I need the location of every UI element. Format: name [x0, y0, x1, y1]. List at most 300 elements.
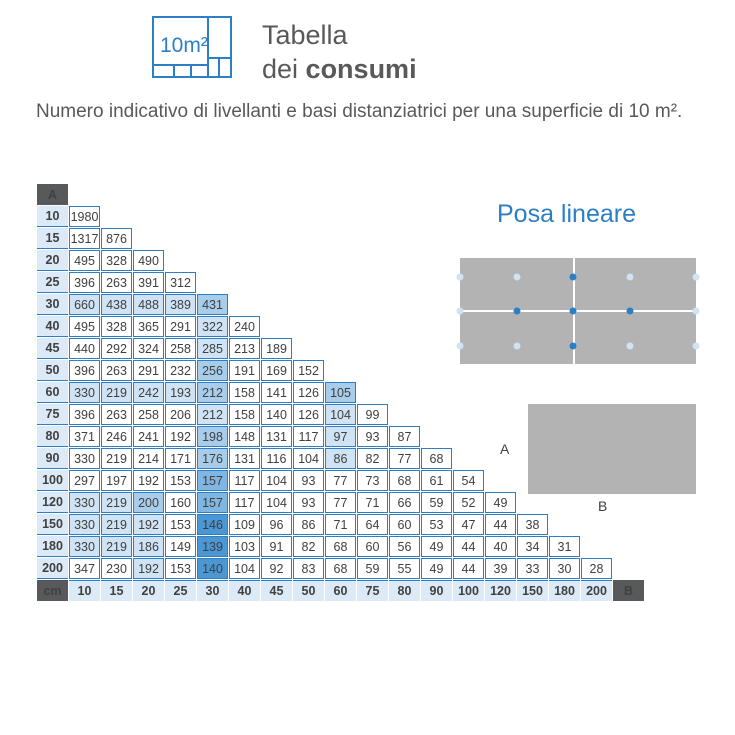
- spacer-cell: [165, 228, 196, 249]
- title-emphasis: consumi: [305, 54, 417, 84]
- table-cell: 77: [325, 470, 356, 491]
- row-header: 180: [37, 536, 68, 557]
- table-cell: 66: [389, 492, 420, 513]
- table-cell: 158: [229, 382, 260, 403]
- table-cell: 99: [357, 404, 388, 425]
- table-cell: 68: [421, 448, 452, 469]
- table-cell: 56: [389, 536, 420, 557]
- row-header: 80: [37, 426, 68, 447]
- table-cell: 186: [133, 536, 164, 557]
- table-cell: 60: [357, 536, 388, 557]
- table-cell: 330: [69, 382, 100, 403]
- table-cell: 103: [229, 536, 260, 557]
- table-cell: 126: [293, 382, 324, 403]
- table-cell: 328: [101, 250, 132, 271]
- linear-layout-diagram: [460, 258, 696, 364]
- table-cell: 330: [69, 448, 100, 469]
- spacer-cell: [261, 272, 292, 293]
- table-cell: 438: [101, 294, 132, 315]
- table-cell: 490: [133, 250, 164, 271]
- spacer-cell: [229, 206, 260, 227]
- spacer-cell: [517, 492, 548, 513]
- spacer-cell: [69, 184, 100, 205]
- spacer-cell: [197, 272, 228, 293]
- table-cell: 131: [229, 448, 260, 469]
- table-cell: 153: [165, 470, 196, 491]
- table-cell: 97: [325, 426, 356, 447]
- table-cell: 1980: [69, 206, 100, 227]
- table-cell: 49: [485, 492, 516, 513]
- table-cell: 198: [197, 426, 228, 447]
- table-cell: 219: [101, 448, 132, 469]
- intro-text: Numero indicativo di livellanti e basi distanziatrici per una superficie di 10 m².: [36, 101, 683, 122]
- spacer-cell: [165, 184, 196, 205]
- spacer-cell: [517, 228, 548, 249]
- table-cell: 131: [261, 426, 292, 447]
- table-cell: 291: [133, 360, 164, 381]
- column-header: 150: [517, 580, 548, 601]
- table-cell: 59: [421, 492, 452, 513]
- spacer-cell: [453, 448, 484, 469]
- table-cell: 82: [293, 536, 324, 557]
- spacer-cell: [421, 338, 452, 359]
- table-cell: 105: [325, 382, 356, 403]
- spacer-cell: [229, 250, 260, 271]
- spacer-cell: [389, 338, 420, 359]
- column-header: 200: [581, 580, 612, 601]
- spacer-cell: [293, 272, 324, 293]
- spacer-cell: [581, 536, 612, 557]
- spacer-cell: [485, 382, 516, 403]
- table-cell: 488: [133, 294, 164, 315]
- spacer-cell: [485, 404, 516, 425]
- table-cell: 96: [261, 514, 292, 535]
- table-cell: 660: [69, 294, 100, 315]
- table-cell: 322: [197, 316, 228, 337]
- table-cell: 117: [229, 470, 260, 491]
- table-cell: 876: [101, 228, 132, 249]
- table-cell: 53: [421, 514, 452, 535]
- table-cell: 176: [197, 448, 228, 469]
- row-header: 20: [37, 250, 68, 271]
- table-cell: 330: [69, 514, 100, 535]
- row-header: 25: [37, 272, 68, 293]
- spacer-cell: [517, 382, 548, 403]
- title-block: [262, 14, 417, 86]
- unit-label: cm: [37, 580, 68, 601]
- spacer-cell: [421, 228, 452, 249]
- table-cell: 104: [261, 492, 292, 513]
- column-header: 50: [293, 580, 324, 601]
- spacer-cell: [357, 206, 388, 227]
- table-cell: 61: [421, 470, 452, 491]
- spacer-cell: [325, 360, 356, 381]
- table-cell: 219: [101, 514, 132, 535]
- table-cell: 87: [389, 426, 420, 447]
- spacer-cell: [453, 426, 484, 447]
- table-cell: 192: [133, 470, 164, 491]
- table-cell: 292: [101, 338, 132, 359]
- table-cell: 146: [197, 514, 228, 535]
- spacer-cell: [325, 338, 356, 359]
- table-cell: 109: [229, 514, 260, 535]
- spacer-cell: [549, 514, 580, 535]
- table-cell: 192: [133, 558, 164, 579]
- table-cell: 258: [133, 404, 164, 425]
- spacer-cell: [421, 426, 452, 447]
- table-cell: 285: [197, 338, 228, 359]
- table-cell: 213: [229, 338, 260, 359]
- table-cell: 192: [165, 426, 196, 447]
- spacer-cell: [165, 250, 196, 271]
- dimension-label-a: A: [500, 441, 510, 457]
- table-cell: 347: [69, 558, 100, 579]
- table-cell: 64: [357, 514, 388, 535]
- column-header: 60: [325, 580, 356, 601]
- table-cell: 330: [69, 492, 100, 513]
- table-cell: 206: [165, 404, 196, 425]
- row-header: 120: [37, 492, 68, 513]
- row-header: 100: [37, 470, 68, 491]
- spacer-cell: [485, 228, 516, 249]
- spacer-cell: [293, 206, 324, 227]
- table-cell: 104: [293, 448, 324, 469]
- table-cell: 330: [69, 536, 100, 557]
- table-cell: 117: [293, 426, 324, 447]
- table-cell: 39: [485, 558, 516, 579]
- table-cell: 104: [261, 470, 292, 491]
- spacer-cell: [229, 294, 260, 315]
- row-header: 200: [37, 558, 68, 579]
- table-cell: 86: [293, 514, 324, 535]
- row-header: 50: [37, 360, 68, 381]
- table-row: [37, 514, 644, 535]
- logo-label: 10m²: [160, 34, 208, 57]
- spacer-cell: [549, 382, 580, 403]
- table-row: [37, 228, 644, 249]
- row-header: 90: [37, 448, 68, 469]
- spacer-cell: [389, 382, 420, 403]
- table-cell: 31: [549, 536, 580, 557]
- spacer-cell: [357, 360, 388, 381]
- spacer-cell: [453, 206, 484, 227]
- spacer-cell: [325, 184, 356, 205]
- table-cell: 192: [133, 514, 164, 535]
- table-cell: 440: [69, 338, 100, 359]
- spacer-cell: [325, 250, 356, 271]
- spacer-cell: [325, 228, 356, 249]
- spacer-cell: [549, 492, 580, 513]
- spacer-cell: [581, 228, 612, 249]
- column-header: 15: [101, 580, 132, 601]
- table-cell: 93: [357, 426, 388, 447]
- column-header: 45: [261, 580, 292, 601]
- table-cell: 93: [293, 492, 324, 513]
- table-cell: 240: [229, 316, 260, 337]
- spacer-cell: [389, 272, 420, 293]
- table-cell: 171: [165, 448, 196, 469]
- table-cell: 263: [101, 404, 132, 425]
- row-header: 40: [37, 316, 68, 337]
- spacer-cell: [261, 206, 292, 227]
- table-cell: 91: [261, 536, 292, 557]
- spacer-cell: [197, 184, 228, 205]
- spacer-cell: [453, 404, 484, 425]
- spacer-cell: [421, 206, 452, 227]
- table-cell: 44: [453, 536, 484, 557]
- column-header: 10: [69, 580, 100, 601]
- page-header: [0, 0, 735, 86]
- spacer-cell: [421, 382, 452, 403]
- spacer-cell: [133, 184, 164, 205]
- table-cell: 139: [197, 536, 228, 557]
- table-row: [37, 558, 644, 579]
- table-cell: 242: [133, 382, 164, 403]
- table-cell: 241: [133, 426, 164, 447]
- table-cell: 157: [197, 492, 228, 513]
- spacer-cell: [293, 228, 324, 249]
- row-header: 150: [37, 514, 68, 535]
- column-header: 180: [549, 580, 580, 601]
- table-cell: 93: [293, 470, 324, 491]
- table-cell: 140: [197, 558, 228, 579]
- spacer-cell: [197, 250, 228, 271]
- spacer-cell: [357, 382, 388, 403]
- consumption-table: [36, 183, 645, 602]
- table-cell: 34: [517, 536, 548, 557]
- column-header: 90: [421, 580, 452, 601]
- consumption-table-wrap: [36, 183, 645, 602]
- spacer-cell: [421, 294, 452, 315]
- table-cell: 117: [229, 492, 260, 513]
- table-cell: 47: [453, 514, 484, 535]
- table-cell: 148: [229, 426, 260, 447]
- table-row: [37, 382, 644, 403]
- spacer-cell: [229, 228, 260, 249]
- table-row: [37, 492, 644, 513]
- spacer-cell: [421, 404, 452, 425]
- column-header: 40: [229, 580, 260, 601]
- table-cell: 38: [517, 514, 548, 535]
- table-cell: 49: [421, 558, 452, 579]
- page-subtitle-bold: [262, 52, 417, 86]
- table-cell: 152: [293, 360, 324, 381]
- table-cell: 212: [197, 382, 228, 403]
- table-cell: 33: [517, 558, 548, 579]
- row-header: 45: [37, 338, 68, 359]
- table-cell: 371: [69, 426, 100, 447]
- table-cell: 219: [101, 382, 132, 403]
- spacer-cell: [581, 382, 612, 403]
- table-cell: 30: [549, 558, 580, 579]
- spacer-cell: [325, 316, 356, 337]
- table-cell: 256: [197, 360, 228, 381]
- table-cell: 71: [325, 514, 356, 535]
- spacer-cell: [293, 184, 324, 205]
- table-row: [37, 536, 644, 557]
- spacer-cell: [389, 206, 420, 227]
- table-cell: 71: [357, 492, 388, 513]
- row-header: 10: [37, 206, 68, 227]
- table-cell: 68: [325, 536, 356, 557]
- spacer-cell: [581, 492, 612, 513]
- spacer-cell: [357, 338, 388, 359]
- table-cell: 54: [453, 470, 484, 491]
- table-cell: 149: [165, 536, 196, 557]
- spacer-cell: [453, 184, 484, 205]
- table-cell: 291: [165, 316, 196, 337]
- table-cell: 258: [165, 338, 196, 359]
- spacer-cell: [293, 294, 324, 315]
- table-cell: 200: [133, 492, 164, 513]
- table-cell: 160: [165, 492, 196, 513]
- title-prefix: dei: [262, 54, 306, 84]
- column-header: 30: [197, 580, 228, 601]
- row-header: 30: [37, 294, 68, 315]
- table-cell: 49: [421, 536, 452, 557]
- table-cell: 214: [133, 448, 164, 469]
- spacer-cell: [421, 316, 452, 337]
- table-cell: 365: [133, 316, 164, 337]
- spacer-cell: [357, 228, 388, 249]
- table-cell: 68: [325, 558, 356, 579]
- table-cell: 44: [485, 514, 516, 535]
- spacer-cell: [421, 184, 452, 205]
- table-cell: 116: [261, 448, 292, 469]
- spacer-cell: [357, 294, 388, 315]
- spacer-cell: [325, 272, 356, 293]
- table-cell: 44: [453, 558, 484, 579]
- spacer-cell: [325, 294, 356, 315]
- column-header: 20: [133, 580, 164, 601]
- spacer-cell: [389, 228, 420, 249]
- table-cell: 212: [197, 404, 228, 425]
- tile-grid-icon: [146, 14, 238, 80]
- spacer-cell: [229, 184, 260, 205]
- spacer-cell: [389, 184, 420, 205]
- table-cell: 77: [389, 448, 420, 469]
- table-cell: 104: [229, 558, 260, 579]
- table-cell: 263: [101, 272, 132, 293]
- table-cell: 59: [357, 558, 388, 579]
- corner-label-a: A: [37, 184, 68, 205]
- row-header: 75: [37, 404, 68, 425]
- spacer-cell: [421, 272, 452, 293]
- table-cell: 246: [101, 426, 132, 447]
- table-cell: 140: [261, 404, 292, 425]
- table-cell: 232: [165, 360, 196, 381]
- table-cell: 189: [261, 338, 292, 359]
- table-cell: 77: [325, 492, 356, 513]
- spacer-cell: [325, 206, 356, 227]
- spacer-cell: [101, 206, 132, 227]
- table-cell: 193: [165, 382, 196, 403]
- spacer-cell: [261, 294, 292, 315]
- table-cell: 396: [69, 360, 100, 381]
- table-cell: 230: [101, 558, 132, 579]
- table-cell: 153: [165, 514, 196, 535]
- spacer-cell: [197, 228, 228, 249]
- table-cell: 219: [101, 536, 132, 557]
- spacer-cell: [293, 338, 324, 359]
- table-cell: 141: [261, 382, 292, 403]
- table-cell: 158: [229, 404, 260, 425]
- table-cell: 391: [133, 272, 164, 293]
- table-cell: 396: [69, 272, 100, 293]
- column-header: 80: [389, 580, 420, 601]
- table-cell: 324: [133, 338, 164, 359]
- table-cell: 263: [101, 360, 132, 381]
- spacer-cell: [421, 360, 452, 381]
- table-cell: 60: [389, 514, 420, 535]
- table-cell: 1317: [69, 228, 100, 249]
- table-cell: 297: [69, 470, 100, 491]
- table-cell: 312: [165, 272, 196, 293]
- table-cell: 389: [165, 294, 196, 315]
- spacer-cell: [389, 294, 420, 315]
- table-cell: 126: [293, 404, 324, 425]
- row-header: 15: [37, 228, 68, 249]
- spacer-cell: [293, 316, 324, 337]
- table-cell: 40: [485, 536, 516, 557]
- spacer-cell: [133, 206, 164, 227]
- table-cell: 153: [165, 558, 196, 579]
- spacer-cell: [389, 316, 420, 337]
- column-header: 120: [485, 580, 516, 601]
- table-cell: 92: [261, 558, 292, 579]
- spacer-cell: [453, 382, 484, 403]
- table-cell: 52: [453, 492, 484, 513]
- spacer-cell: [261, 184, 292, 205]
- spacer-cell: [101, 184, 132, 205]
- table-cell: 82: [357, 448, 388, 469]
- table-cell: 197: [101, 470, 132, 491]
- tile-dimension-diagram: [528, 404, 696, 494]
- table-cell: 169: [261, 360, 292, 381]
- dimension-label-b: B: [598, 498, 608, 514]
- table-cell: 83: [293, 558, 324, 579]
- spacer-cell: [421, 250, 452, 271]
- table-cell: 431: [197, 294, 228, 315]
- column-header: 100: [453, 580, 484, 601]
- table-cell: 495: [69, 250, 100, 271]
- spacer-cell: [389, 250, 420, 271]
- table-cell: 68: [389, 470, 420, 491]
- table-cell: 219: [101, 492, 132, 513]
- row-header: 60: [37, 382, 68, 403]
- table-cell: 157: [197, 470, 228, 491]
- spacer-cell: [357, 250, 388, 271]
- page-title: Tabella: [262, 20, 348, 50]
- spacer-cell: [453, 228, 484, 249]
- spacer-cell: [357, 272, 388, 293]
- spacer-cell: [165, 206, 196, 227]
- spacer-cell: [133, 228, 164, 249]
- table-cell: 86: [325, 448, 356, 469]
- table-cell: 328: [101, 316, 132, 337]
- spacer-cell: [293, 250, 324, 271]
- spacer-cell: [581, 514, 612, 535]
- posa-lineare-title: Posa lineare: [497, 200, 636, 228]
- spacer-cell: [261, 250, 292, 271]
- spacer-cell: [261, 228, 292, 249]
- column-header: 75: [357, 580, 388, 601]
- column-header: 25: [165, 580, 196, 601]
- spacer-cell: [261, 316, 292, 337]
- table-cell: 55: [389, 558, 420, 579]
- spacer-cell: [389, 360, 420, 381]
- spacer-cell: [357, 316, 388, 337]
